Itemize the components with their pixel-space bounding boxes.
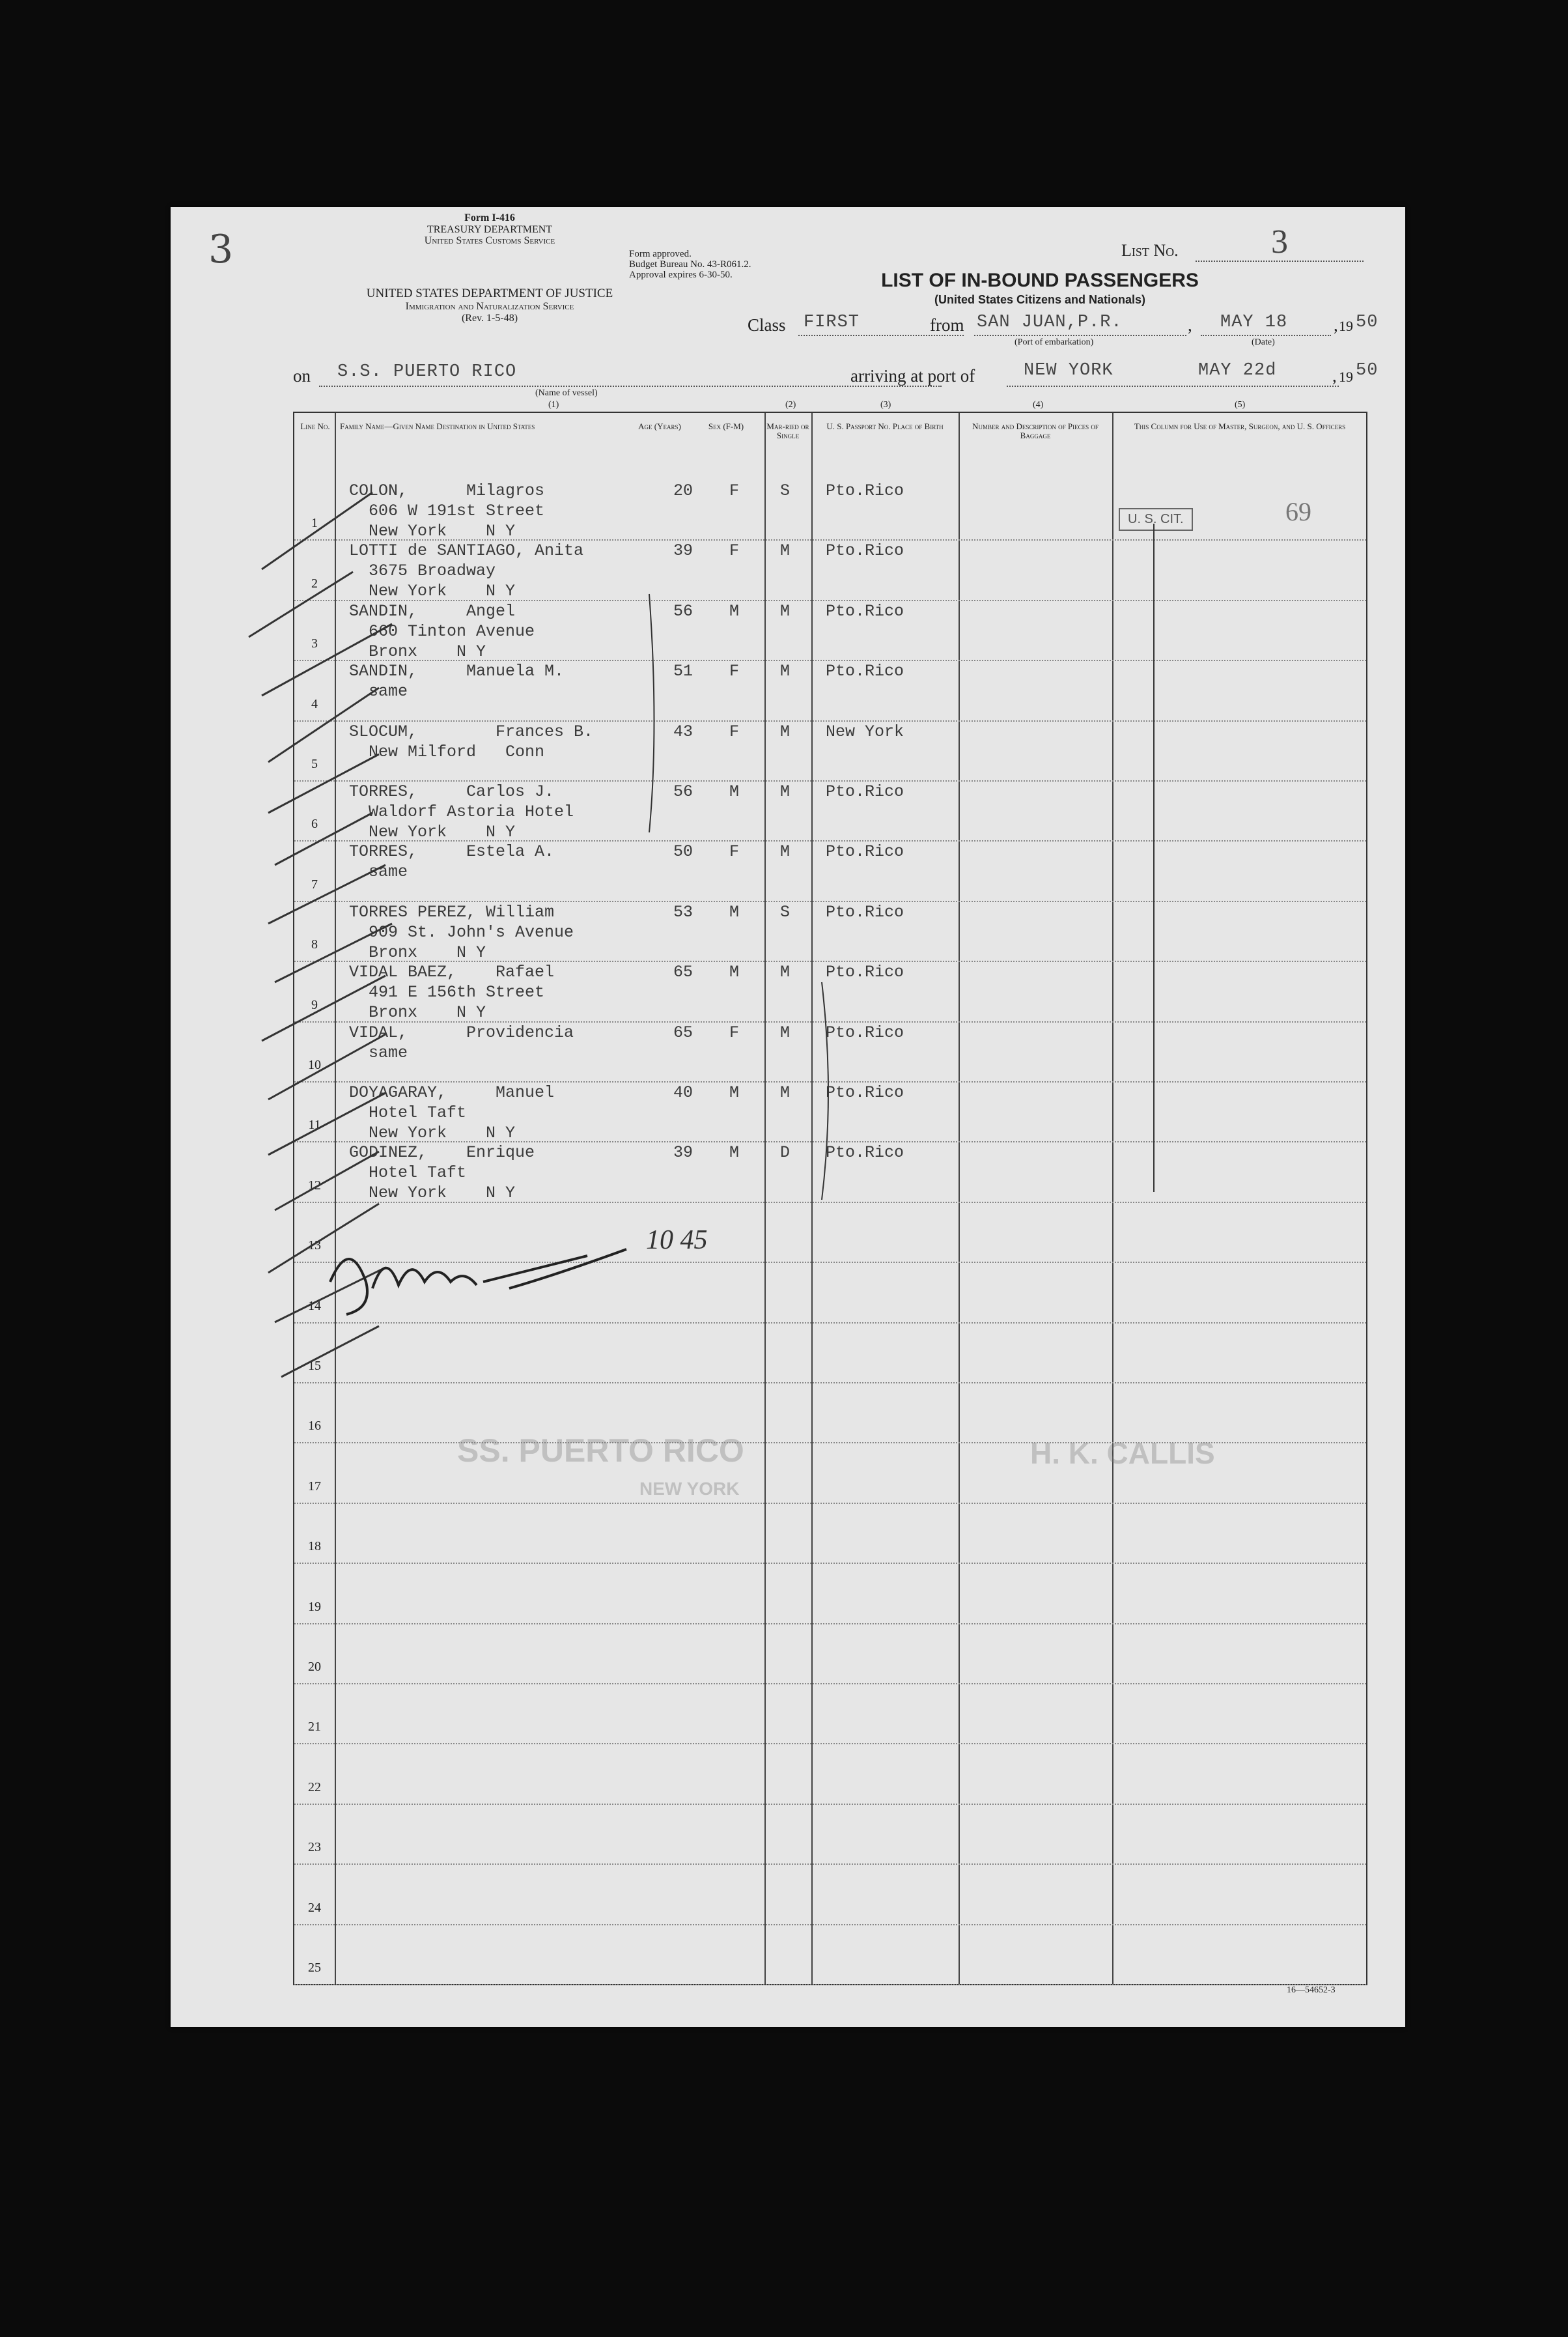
ship-stamp-sub: NEW YORK [639,1479,740,1499]
passenger-marital: M [780,662,791,681]
col-header-passport: U. S. Passport No. Place of Birth [826,421,944,431]
arrival-date: MAY 22d [1198,361,1277,380]
line-number: 13 [308,1238,321,1253]
line-number: 1 [311,516,318,531]
manifest-sheet: 3 Form I-416 TREASURY DEPARTMENT United States Customs Service UNITED STATES DEPARTMENT OF JUSTICE Immigration and Naturalization Service (Rev. 1-5-48) Form approved. Budget Bureau No. 43-R061.2. Approval expires 6-30-50. LIST OF IN-BOUND PASSENGERS (United States Citizens and Nationals) List No. 3 Class FIRST from SAN JUAN,P.R. (Port of embarkation) , MAY 18 (Date) , 19 50 on S.S. PUERTO RICO (Name of vessel) arriving at port of NEW YORK MAY 22d , 19 50 (1) (2) (3) (4) (5) Line No. Family Name—Given Name Destination in United States Age (Years) Sex (F-M) Mar-ried or Single U. S. Passport No. Place of Birth Number and Description of Pieces of Baggage This Column for Use of Master, Surgeon, and U. S. Officers 1 2 3 4 5 6 7 8 9 10 11 12 13 14 15 16 17 18 19 20 21 22 23 24 25 COLON, Milagros 606 W 191st Street New York N Y 20 F S Pto.Rico LOTTI de SANTIAGO, Anita 3675 Broadway New York N Y 39 F M Pto.Rico SANDIN, Angel 660 Tinton Avenue Bronx N Y 56 M M Pto.Rico SANDIN, Manuela M. same 51 F M Pto.Rico SLOCUM, Frances B. New Milford Conn 43 F M New York TORRES, Carlos J. Waldorf Astoria Hotel New York N Y 56 M M Pto.Rico TORRES, Estela A. same 50 F M Pto.Rico TORRES PEREZ, William 909 St. John's Avenue Bronx N Y 53 M S Pto.Rico VIDAL BAEZ, Rafael 491 E 156th Street Bronx N Y 65 M M Pto.Rico VIDAL, Providencia same 65 F M Pto.Rico DOYAGARAY, Manuel Hotel Taft New York N Y 40 M M Pto.Rico GODINEZ, Enrique Hotel Taft New York N Y 39 M D Pto.Rico U. S. CIT. 69 10 45 SS. PUERTO RICO NEW YORK H. K. CALLIS 16—54652-3 [171,207,1405,2027]
dept-justice: UNITED STATES DEPARTMENT OF JUSTICE [366,287,613,300]
dept-customs: United States Customs Service [424,235,555,246]
passenger-birthplace: Pto.Rico [826,481,904,500]
passenger-sex: F [729,662,740,681]
line-number: 2 [311,576,318,591]
date-caption: (Date) [1252,337,1275,347]
passenger-marital: M [780,1023,791,1042]
passenger-name: TORRES, Carlos J. [349,782,555,801]
line-number: 21 [308,1720,321,1735]
passenger-address-1: 606 W 191st Street [349,502,545,520]
passenger-marital: S [780,481,791,500]
col-num-2: (2) [785,400,796,410]
page-title: LIST OF IN-BOUND PASSENGERS [881,270,1199,291]
line-number: 15 [308,1359,321,1373]
passenger-marital: S [780,902,791,922]
col-header-married: Mar-ried or Single [766,421,809,440]
passenger-age: 51 [673,662,693,681]
passenger-age: 65 [673,1023,693,1042]
passenger-address-2: New York N Y [349,1124,516,1142]
passenger-name: TORRES PEREZ, William [349,902,555,922]
dept-treasury: TREASURY DEPARTMENT [427,224,553,235]
passenger-birthplace: Pto.Rico [826,541,904,561]
passenger-marital: M [780,541,791,561]
line-number: 12 [308,1178,321,1193]
list-no-value: 3 [1271,223,1288,261]
passenger-marital: D [780,1143,791,1163]
approval-line-1: Form approved. [629,249,692,259]
handwritten-annotations [171,207,1405,2027]
col-header-age: Age (Years) [638,421,681,431]
line-number: 19 [308,1599,321,1614]
passenger-birthplace: Pto.Rico [826,1083,904,1102]
passenger-birthplace: Pto.Rico [826,782,904,801]
year-prefix-1: 19 [1339,318,1353,334]
line-number: 9 [311,997,318,1012]
passenger-birthplace: Pto.Rico [826,601,904,621]
handwritten-annotation: 10 45 [646,1225,708,1255]
line-number: 25 [308,1961,321,1975]
passenger-age: 39 [673,541,693,561]
passenger-sex: M [729,782,740,801]
passenger-sex: F [729,842,740,862]
passenger-birthplace: Pto.Rico [826,902,904,922]
line-number: 10 [308,1058,321,1072]
passenger-marital: M [780,722,791,741]
passenger-age: 20 [673,481,693,500]
list-no-label: List No. [1121,241,1179,260]
approval-line-2: Budget Bureau No. 43-R061.2. [629,259,751,270]
arriving-label: arriving at port of [850,366,975,386]
passenger-sex: M [729,1083,740,1102]
col-header-line-no: Line No. [300,421,330,431]
passenger-sex: F [729,722,740,741]
passenger-address-1: Hotel Taft [349,1103,467,1122]
passenger-name: LOTTI de SANTIAGO, Anita [349,541,584,561]
footer-code: 16—54652-3 [1287,1985,1336,1995]
passenger-address-1: same [349,862,408,882]
passenger-address-1: same [349,1043,408,1062]
passenger-age: 40 [673,1083,693,1102]
line-number: 16 [308,1419,321,1434]
date-value: MAY 18 [1220,313,1288,332]
from-value: SAN JUAN,P.R. [977,313,1123,332]
year-2: 50 [1356,361,1379,380]
passenger-marital: M [780,782,791,801]
passenger-sex: M [729,601,740,621]
passenger-marital: M [780,601,791,621]
passenger-sex: F [729,481,740,500]
passenger-marital: M [780,842,791,862]
line-number: 3 [311,636,318,651]
year-prefix-2: 19 [1339,369,1353,385]
passenger-marital: M [780,963,791,982]
passenger-sex: M [729,963,740,982]
col-num-1: (1) [548,400,559,410]
line-number: 20 [308,1660,321,1674]
passenger-name: COLON, Milagros [349,481,545,500]
class-label: Class [748,315,786,335]
passenger-sex: F [729,1023,740,1042]
passenger-name: VIDAL, Providencia [349,1023,574,1042]
passenger-birthplace: Pto.Rico [826,963,904,982]
passenger-address-1: 660 Tinton Avenue [349,621,535,641]
col-num-3: (3) [880,400,891,410]
line-number: 8 [311,937,318,952]
passenger-sex: F [729,541,740,561]
passenger-name: DOYAGARAY, Manuel [349,1083,555,1102]
passenger-address-2: Bronx N Y [349,1003,486,1023]
passenger-address-1: same [349,682,408,701]
passenger-address-2: New York N Y [349,582,516,601]
page-subtitle: (United States Citizens and Nationals) [934,293,1146,306]
col-num-5: (5) [1235,400,1246,410]
passenger-name: GODINEZ, Enrique [349,1143,535,1163]
line-number: 17 [308,1479,321,1494]
passenger-address-1: Hotel Taft [349,1163,467,1183]
passenger-address-1: 3675 Broadway [349,561,496,581]
passenger-name: SANDIN, Angel [349,601,516,621]
passenger-sex: M [729,902,740,922]
vessel-caption: (Name of vessel) [535,388,598,398]
line-number: 6 [311,817,318,832]
line-number: 23 [308,1840,321,1855]
line-number: 18 [308,1539,321,1554]
passenger-address-1: 491 E 156th Street [349,983,545,1002]
passenger-birthplace: Pto.Rico [826,1143,904,1163]
corner-mark: 3 [208,227,234,272]
passenger-sex: M [729,1143,740,1163]
passenger-address-2: New York N Y [349,823,516,842]
passenger-name: VIDAL BAEZ, Rafael [349,963,555,982]
passenger-address-1: 909 St. John's Avenue [349,922,574,942]
dept-immigration: Immigration and Naturalization Service [405,301,574,312]
form-number: Form I-416 [464,212,515,223]
passenger-age: 56 [673,782,693,801]
passenger-birthplace: New York [826,722,904,741]
line-number: 7 [311,877,318,892]
line-number: 22 [308,1779,321,1794]
passenger-age: 39 [673,1143,693,1163]
passenger-address-2: New York N Y [349,1183,516,1203]
from-caption: (Port of embarkation) [1015,337,1094,347]
passenger-age: 50 [673,842,693,862]
officer-count: 69 [1285,497,1311,526]
ship-stamp: SS. PUERTO RICO [457,1432,744,1469]
passenger-address-2: Bronx N Y [349,942,486,962]
col-num-4: (4) [1033,400,1044,410]
revision: (Rev. 1-5-48) [461,313,518,324]
col-header-sex: Sex (F-M) [708,421,744,431]
passenger-age: 53 [673,902,693,922]
vessel-name: S.S. PUERTO RICO [337,362,517,382]
passenger-name: TORRES, Estela A. [349,842,555,862]
arrival-port: NEW YORK [1024,361,1113,380]
line-number: 4 [311,696,318,711]
year-1: 50 [1356,313,1379,332]
passenger-address-1: New Milford Conn [349,742,545,761]
class-value: FIRST [804,313,860,332]
line-number: 24 [308,1900,321,1915]
passenger-name: SLOCUM, Frances B. [349,722,594,741]
passenger-marital: M [780,1083,791,1102]
us-cit-stamp: U. S. CIT. [1119,508,1193,531]
passenger-age: 65 [673,963,693,982]
on-label: on [293,366,311,386]
passenger-birthplace: Pto.Rico [826,662,904,681]
from-label: from [930,315,964,335]
col-header-baggage: Number and Description of Pieces of Baggage [972,421,1099,440]
line-number: 11 [308,1118,321,1133]
passenger-birthplace: Pto.Rico [826,1023,904,1042]
passenger-name: SANDIN, Manuela M. [349,662,565,681]
passenger-age: 56 [673,601,693,621]
col-header-name: Family Name—Given Name Destination in United States [340,421,535,431]
passenger-birthplace: Pto.Rico [826,842,904,862]
passenger-address-1: Waldorf Astoria Hotel [349,802,574,821]
passenger-age: 43 [673,722,693,741]
approval-line-3: Approval expires 6-30-50. [629,270,733,280]
passenger-address-2: New York N Y [349,522,516,541]
passenger-address-2: Bronx N Y [349,642,486,661]
line-number: 14 [308,1298,321,1313]
line-number: 5 [311,757,318,771]
col-header-officers: This Column for Use of Master, Surgeon, and U. S. Officers [1134,421,1346,431]
agent-stamp: H. K. CALLIS [1030,1436,1215,1470]
